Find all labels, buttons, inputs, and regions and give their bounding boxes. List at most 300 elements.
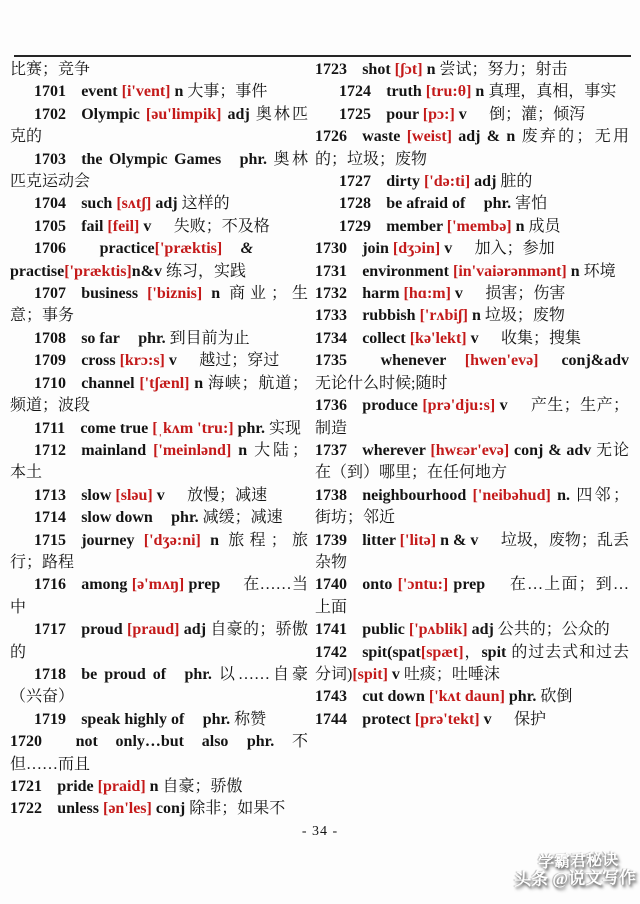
entry-1724 <box>315 81 629 103</box>
part-of-speech: n <box>422 61 440 78</box>
english-word: Olympic <box>81 105 146 123</box>
english-word: public <box>362 621 409 639</box>
phonetic: ['membə] <box>446 217 512 235</box>
english-word: whenever <box>380 352 447 370</box>
entry-1711 <box>10 418 308 440</box>
phonetic: ['præktis] <box>154 240 223 258</box>
entry-1706 <box>10 238 308 283</box>
part-of-speech: v <box>466 329 483 347</box>
english-word: journey <box>81 531 144 549</box>
phonetic: [ˌkʌm 'tru:] <box>152 419 234 437</box>
entry-number: 1725 <box>339 105 371 123</box>
entry-1727 <box>315 171 629 193</box>
english-word: the Olympic Games <box>81 150 222 168</box>
chinese-meaning: 称赞 <box>234 710 267 728</box>
gap-space <box>57 731 75 753</box>
entry-1708 <box>10 328 308 350</box>
chinese-meaning: 以……自豪（兴奋） <box>10 665 308 706</box>
entry-1720 <box>10 731 308 776</box>
entry-1714 <box>10 507 308 529</box>
entry-1733 <box>315 305 629 327</box>
chinese-meaning: 损害；伤害 <box>485 285 566 303</box>
entry-number: 1726 <box>315 128 347 146</box>
english-word: slow <box>81 486 116 504</box>
phonetic: [praud] <box>127 621 180 639</box>
ampersand: & <box>240 240 254 258</box>
chinese-meaning: 在……当中 <box>10 576 308 616</box>
gap-space <box>228 731 246 753</box>
chinese-meaning: 海峡；航道；频道；波段 <box>10 374 308 415</box>
chinese-meaning: 环境 <box>583 262 616 280</box>
chinese-meaning: 真理，真相，事实 <box>488 83 617 101</box>
entry-1738 <box>315 485 629 530</box>
entry-number: 1713 <box>34 486 66 504</box>
phonetic: [feil] <box>107 217 140 235</box>
part-of-speech: v <box>450 285 467 303</box>
chinese-meaning: 比赛；竞争 <box>10 61 91 78</box>
english-word: be afraid of <box>386 195 466 213</box>
phonetic: [dʒɔin] <box>392 240 441 258</box>
entry-number: 1722 <box>10 800 42 818</box>
part-of-speech: n <box>231 441 255 459</box>
entry-number: 1708 <box>34 329 66 347</box>
part-of-speech: prep <box>448 576 491 594</box>
english-word: spit(spat <box>362 643 421 661</box>
watermark-line1: 学霸君秘诀 <box>537 851 619 872</box>
chinese-meaning: 大事；事件 <box>187 83 268 101</box>
part-of-speech: n <box>170 83 188 101</box>
phonetic: [i'vent] <box>121 83 171 101</box>
entry-number: 1714 <box>34 509 66 527</box>
entry-number: 1737 <box>315 441 347 459</box>
part-of-speech: v <box>139 217 156 235</box>
part-of-speech: v <box>387 665 404 683</box>
chinese-meaning: 旅程；旅行；路程 <box>10 531 308 571</box>
entry-1702 <box>10 104 308 149</box>
part-of-speech: phr. <box>138 329 170 347</box>
entry-number: 1734 <box>315 329 347 347</box>
gap-space <box>496 709 514 731</box>
phonetic: ['pʌblik] <box>408 621 468 639</box>
gap-space <box>456 238 474 260</box>
entry-number: 1743 <box>315 688 347 706</box>
english-word: practice <box>99 240 155 258</box>
part-of-speech: v <box>152 486 169 504</box>
chinese-meaning: 实现 <box>269 419 302 437</box>
english-word: not only…but also <box>75 733 229 751</box>
phonetic: [weist] <box>406 128 452 146</box>
phonetic: [ʃɔt] <box>394 61 423 78</box>
part-of-speech: n <box>467 307 485 325</box>
english-word: unless <box>57 800 103 818</box>
entry-number: 1732 <box>315 285 347 303</box>
part-of-speech: conj & adv <box>509 441 597 459</box>
part-of-speech: v <box>164 352 181 370</box>
entry-number: 1712 <box>34 441 66 459</box>
phonetic: ['præktis] <box>64 262 132 280</box>
chinese-meaning: 除非；如果不 <box>189 800 286 818</box>
gap-space <box>153 507 171 529</box>
phonetic: [hwɛər'evə] <box>430 441 510 459</box>
part-of-speech: n <box>511 217 529 235</box>
entry-number: 1702 <box>34 105 66 123</box>
entry-1726 <box>315 126 629 171</box>
part-of-speech: phr. <box>184 665 219 683</box>
english-word: protect <box>362 710 415 728</box>
gap-space <box>465 193 483 215</box>
part-of-speech: phr. <box>504 688 541 706</box>
entry-1707 <box>10 283 308 328</box>
entry-number: 1731 <box>315 262 347 280</box>
page-number: - 34 - <box>301 823 339 839</box>
entry-1718 <box>10 664 308 709</box>
english-word: slow down <box>81 509 153 527</box>
part-of-speech: conj&adv <box>538 352 629 370</box>
english-word: such <box>81 195 117 213</box>
english-word: mainland <box>81 441 154 459</box>
gap-space <box>490 574 508 596</box>
english-word: collect <box>362 329 410 347</box>
chinese-meaning: 奥林匹克的 <box>10 105 308 146</box>
phonetic: [sləu] <box>115 486 153 504</box>
gap-space <box>483 328 501 350</box>
entry-1710 <box>10 373 308 418</box>
chinese-meaning: 失败；不及格 <box>173 217 270 235</box>
entry-number: 1742 <box>315 643 347 661</box>
part-of-speech: n <box>189 374 208 392</box>
header-rule <box>14 55 631 57</box>
entry-number: 1736 <box>315 397 347 415</box>
entry-number: 1719 <box>34 710 66 728</box>
entry-number: 1706 <box>34 240 66 258</box>
part-of-speech: n. <box>550 486 577 504</box>
top-margin <box>0 0 640 55</box>
chinese-meaning: 这样的 <box>181 195 230 213</box>
phonetic: [spæt] <box>420 643 464 661</box>
left-column <box>10 59 315 821</box>
entry-1709 <box>10 350 308 372</box>
english-word: so far <box>81 329 120 347</box>
part-of-speech: v <box>479 710 496 728</box>
entry-number: 1701 <box>34 83 66 101</box>
page-content <box>0 58 640 821</box>
chinese-meaning: 不但……而且 <box>10 733 308 773</box>
part-of-speech: n <box>471 83 489 101</box>
chinese-meaning: 奥林匹克运动会 <box>10 150 308 191</box>
english-word: fail <box>81 217 108 235</box>
entry-1743 <box>315 686 629 708</box>
chinese-meaning: 到目前为止 <box>169 329 250 347</box>
phonetic: [prə'tekt] <box>414 710 480 728</box>
chinese-meaning: 废弃的；无用的；垃圾；废物 <box>315 128 629 168</box>
entry-number: 1741 <box>315 621 347 639</box>
entry-1700-continuation <box>10 59 308 81</box>
english-word: onto <box>362 576 398 594</box>
entry-number: 1723 <box>315 61 347 78</box>
english-word: come true <box>80 419 153 437</box>
chinese-meaning: 公共的；公众的 <box>497 621 610 639</box>
english-word: dirty <box>386 173 424 191</box>
english-word: harm <box>362 285 404 303</box>
chinese-meaning: 吐痰；吐唾沫 <box>403 665 500 683</box>
entry-1728 <box>315 193 629 215</box>
part-of-speech: n <box>200 531 229 549</box>
gap-space <box>222 238 240 260</box>
entry-1730 <box>315 238 629 260</box>
phonetic: ['litə] <box>399 531 437 549</box>
entry-1732 <box>315 283 629 305</box>
gap-space <box>181 350 199 372</box>
chinese-meaning: 减缓；减速 <box>202 509 283 527</box>
chinese-meaning: 保护 <box>514 710 547 728</box>
right-column <box>315 59 629 821</box>
entry-1736 <box>315 395 629 440</box>
gap-space <box>362 350 380 372</box>
entry-1704 <box>10 193 308 215</box>
phonetic: [kə'lekt] <box>409 329 467 347</box>
entry-number: 1704 <box>34 195 66 213</box>
entry-1744 <box>315 709 629 731</box>
entry-number: 1717 <box>34 621 66 639</box>
gap-space <box>446 350 464 372</box>
gap-space <box>120 328 138 350</box>
entry-number: 1707 <box>34 285 66 303</box>
english-word: join <box>362 240 393 258</box>
phonetic: [pɔ:] <box>422 105 455 123</box>
part-of-speech: n <box>145 778 163 795</box>
chinese-meaning: 成员 <box>528 217 561 235</box>
entry-number: 1718 <box>34 665 66 683</box>
english-word: shot <box>362 61 395 78</box>
entry-number: 1729 <box>339 217 371 235</box>
chinese-meaning: 产生；生产；制造 <box>315 397 629 437</box>
phonetic: ['dʒə:ni] <box>143 531 201 549</box>
entry-number: 1715 <box>34 531 66 549</box>
chinese-meaning: 垃圾；废物 <box>484 307 565 325</box>
phonetic: ['ɔntu:] <box>397 576 449 594</box>
phonetic: [ən'les] <box>102 800 152 818</box>
english-word: pour <box>386 105 423 123</box>
chinese-meaning: 自豪；骄傲 <box>162 778 243 795</box>
part-of-speech: phr. <box>239 150 274 168</box>
english-word: among <box>81 576 132 594</box>
chinese-meaning: 收集；搜集 <box>500 329 581 347</box>
entry-1705 <box>10 216 308 238</box>
entry-number: 1739 <box>315 531 347 549</box>
entry-number: 1730 <box>315 240 347 258</box>
entry-number: 1721 <box>10 778 42 795</box>
chinese-meaning: 放慢；减速 <box>187 486 268 504</box>
entry-1737 <box>315 440 629 485</box>
chinese-meaning: 自豪的；骄傲的 <box>10 621 308 661</box>
entry-number: 1720 <box>10 733 42 751</box>
entry-1729 <box>315 216 629 238</box>
english-word: produce <box>362 397 423 415</box>
chinese-meaning: 在…上面；到…上面 <box>315 576 629 616</box>
part-of-speech: n <box>566 262 584 280</box>
entry-number: 1703 <box>34 150 66 168</box>
gap-space <box>467 283 485 305</box>
english-word: proud <box>81 621 128 639</box>
gap-space <box>225 574 243 596</box>
chinese-meaning: 越过；穿过 <box>199 352 280 370</box>
entry-number: 1709 <box>34 352 66 370</box>
part-of-speech: n <box>202 285 230 303</box>
part-of-speech: phr. <box>246 733 292 751</box>
phonetic: ['neibəhud] <box>472 486 551 504</box>
chinese-meaning: 脏的 <box>500 173 533 191</box>
entry-1723 <box>315 59 629 81</box>
entry-1734 <box>315 328 629 350</box>
gap-space <box>482 530 500 552</box>
chinese-meaning: 练习，实践 <box>166 262 247 280</box>
part-of-speech: v <box>454 105 471 123</box>
phonetic: [hɑ:m] <box>403 285 451 303</box>
chinese-meaning: 大陆；本土 <box>10 441 308 482</box>
phonetic: [sʌtʃ] <box>116 195 152 213</box>
part-of-speech: v <box>495 397 513 415</box>
chinese-meaning: 砍倒 <box>540 688 573 706</box>
part-of-speech: phr. <box>202 710 235 728</box>
english-word: environment <box>362 262 453 280</box>
phonetic: [hwen'evə] <box>464 352 539 370</box>
phonetic: ['rʌbiʃ] <box>419 307 468 325</box>
entry-number: 1705 <box>34 217 66 235</box>
english-word: truth <box>386 83 426 101</box>
part-of-speech: n&v <box>131 262 166 280</box>
english-word: member <box>386 217 447 235</box>
english-word: wherever <box>362 441 431 459</box>
gap-space <box>184 709 202 731</box>
watermark-line2: 头条 @说文写作 <box>513 867 637 890</box>
part-of-speech: phr. <box>233 419 270 437</box>
part-of-speech: adj <box>151 195 182 213</box>
entry-1735 <box>315 350 629 395</box>
english-word: cut down <box>362 688 429 706</box>
chinese-meaning: 害怕 <box>515 195 548 213</box>
english-word: cross <box>81 352 120 370</box>
phonetic: [tru:θ] <box>425 83 472 101</box>
entry-1740 <box>315 574 629 619</box>
english-word: channel <box>81 374 140 392</box>
entry-1725 <box>315 104 629 126</box>
entry-1719 <box>10 709 308 731</box>
entry-number: 1724 <box>339 83 371 101</box>
english-word: rubbish <box>362 307 420 325</box>
english-word: speak highly of <box>81 710 185 728</box>
entry-number: 1711 <box>34 419 66 437</box>
chinese-meaning: 商业；生意；事务 <box>10 285 309 325</box>
chinese-meaning: 尝试；努力；射击 <box>439 61 568 78</box>
entry-number: 1735 <box>315 352 347 370</box>
entry-number: 1738 <box>315 486 347 504</box>
part-of-speech: adj <box>179 621 211 639</box>
phonetic: ['biznis] <box>147 285 203 303</box>
gap-space <box>169 485 187 507</box>
gap-space <box>81 238 99 260</box>
entry-1701 <box>10 81 308 103</box>
part-of-speech: adj <box>221 105 256 123</box>
chinese-meaning: 无论在（到）哪里；在任何地方 <box>315 441 629 482</box>
english-word: spit <box>481 643 512 661</box>
part-of-speech: prep <box>184 576 225 594</box>
phonetic: [spit] <box>352 665 388 683</box>
entry-number: 1740 <box>315 576 347 594</box>
entry-1742 <box>315 642 629 687</box>
english-word: business <box>81 285 148 303</box>
english-word: waste <box>362 128 407 146</box>
english-word: litter <box>362 531 400 549</box>
chinese-meaning: 四邻；街坊；邻近 <box>315 486 629 527</box>
gap-space <box>155 216 173 238</box>
part-of-speech: adj <box>467 621 498 639</box>
entry-number: 1727 <box>339 173 371 191</box>
footer <box>0 824 640 840</box>
entry-number: 1728 <box>339 195 371 213</box>
phonetic: [prə'dju:s] <box>422 397 496 415</box>
chinese-meaning: 无论什么时候;随时 <box>315 374 448 392</box>
entry-1716 <box>10 574 308 619</box>
gap-space <box>221 149 239 171</box>
chinese-meaning: ， <box>463 643 482 661</box>
entry-number: 1744 <box>315 710 347 728</box>
chinese-meaning: 的过去式和过去分词) <box>315 643 629 683</box>
phonetic: ['meinlənd] <box>153 441 232 459</box>
phonetic: [əu'limpik] <box>145 105 222 123</box>
phonetic: [praid] <box>97 778 146 795</box>
part-of-speech: conj <box>151 800 190 818</box>
phonetic: ['tʃænl] <box>139 374 190 392</box>
english-word: event <box>81 83 122 101</box>
part-of-speech: v <box>440 240 457 258</box>
entry-number: 1716 <box>34 576 66 594</box>
part-of-speech: phr. <box>483 195 516 213</box>
entry-1731 <box>315 261 629 283</box>
entry-1715 <box>10 530 308 575</box>
entry-1739 <box>315 530 629 575</box>
chinese-meaning: 加入；参加 <box>474 240 555 258</box>
entry-number: 1710 <box>34 374 66 392</box>
entry-1713 <box>10 485 308 507</box>
entry-number: 1733 <box>315 307 347 325</box>
watermark <box>456 850 636 900</box>
entry-1722 <box>10 798 308 820</box>
chinese-meaning: 倒；灌；倾泻 <box>489 105 586 123</box>
entry-1712 <box>10 440 308 485</box>
gap-space <box>512 395 530 417</box>
phonetic: ['kʌt daun] <box>428 688 505 706</box>
entry-1703 <box>10 149 308 194</box>
part-of-speech: phr. <box>171 509 203 527</box>
phonetic: [ə'mʌŋ] <box>131 576 185 594</box>
english-word: pride <box>57 778 98 795</box>
english-word: be proud of <box>81 665 167 683</box>
part-of-speech: n & v <box>436 531 483 549</box>
gap-space <box>166 664 184 686</box>
entry-1717 <box>10 619 308 664</box>
part-of-speech: adj & n <box>452 128 522 146</box>
english-word: neighbourhood <box>362 486 473 504</box>
chinese-meaning: 垃圾，废物；乱丢杂物 <box>315 531 629 571</box>
gap-space <box>471 104 489 126</box>
part-of-speech: adj <box>470 173 501 191</box>
phonetic: [krɔ:s] <box>119 352 165 370</box>
phonetic: [in'vaiərənmənt] <box>453 262 567 280</box>
phonetic: ['də:ti] <box>423 173 471 191</box>
entry-1721 <box>10 776 308 798</box>
entry-1741 <box>315 619 629 641</box>
english-word: practise <box>10 262 65 280</box>
